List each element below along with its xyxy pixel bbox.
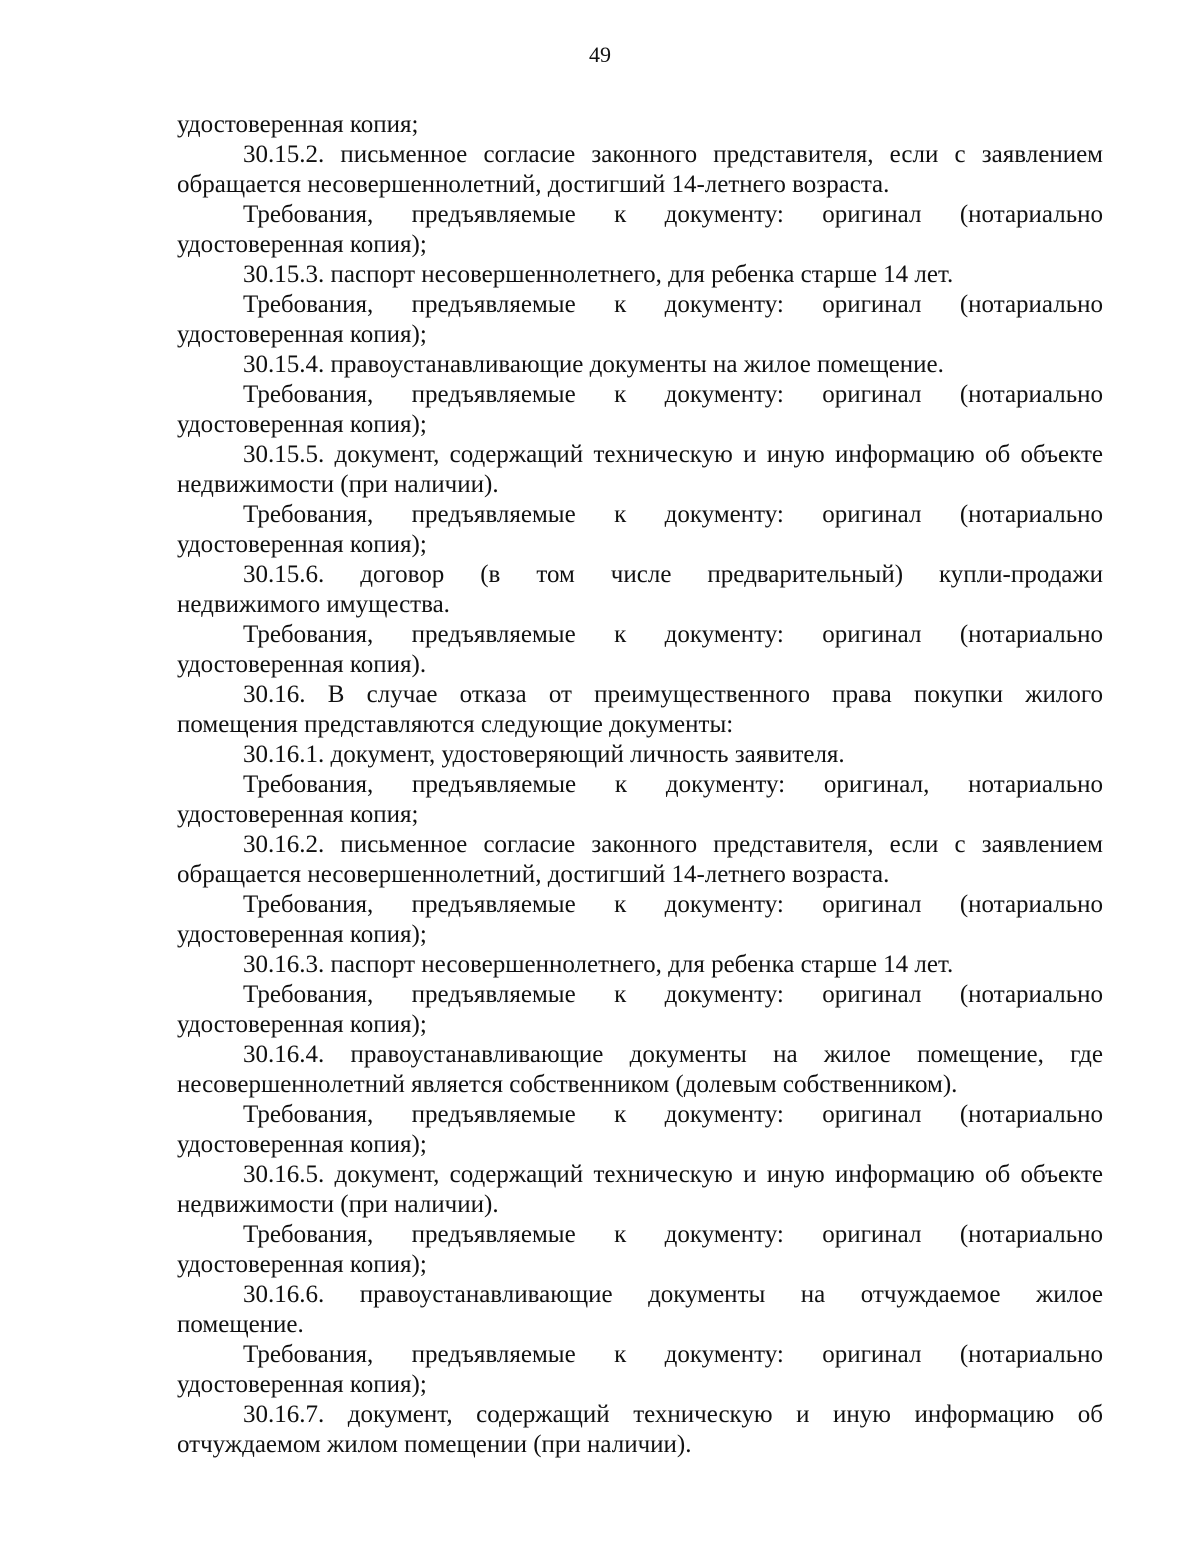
paragraph-continuation-line: недвижимости (при наличии). [177,1191,499,1218]
paragraph-first-line: 30.16.4. правоустанавливающие документы на жилое помещение, где [243,1041,1103,1068]
paragraph [177,950,1103,980]
paragraph [177,440,1103,500]
paragraph-first-line: 30.16.3. паспорт несовершеннолетнего, для ребенка старше 14 лет. [243,951,954,978]
paragraph-continuation-line: удостоверенная копия); [177,231,427,258]
paragraph-continuation-line: отчуждаемом жилом помещении (при наличии). [177,1431,692,1458]
paragraph-continuation-line: удостоверенная копия). [177,651,427,678]
paragraph-continuation-line: удостоверенная копия; [177,801,419,828]
paragraph-continuation-line: недвижимости (при наличии). [177,471,499,498]
paragraph-first-line: 30.16.7. документ, содержащий техническую и иную информацию об [243,1401,1103,1428]
paragraph [177,680,1103,740]
paragraph-continuation-line: помещение. [177,1311,304,1338]
paragraph [177,890,1103,950]
paragraph [177,140,1103,200]
paragraph-first-line: Требования, предъявляемые к документу: оригинал, нотариально [243,771,1103,798]
paragraph-first-line: 30.15.4. правоустанавливающие документы на жилое помещение. [243,351,944,378]
paragraph-first-line: Требования, предъявляемые к документу: оригинал (нотариально [243,291,1103,318]
page-number: 49 [589,42,611,67]
paragraph-first-line: Требования, предъявляемые к документу: оригинал (нотариально [243,981,1103,1008]
paragraph-first-line: Требования, предъявляемые к документу: оригинал (нотариально [243,381,1103,408]
paragraph [177,260,1103,290]
paragraph-continuation-line: несовершеннолетний является собственником (долевым собственником). [177,1071,958,1098]
paragraph-continuation-line: удостоверенная копия); [177,321,427,348]
paragraph-first-line: Требования, предъявляемые к документу: оригинал (нотариально [243,891,1103,918]
paragraph-continuation-line: удостоверенная копия); [177,1371,427,1398]
paragraph-continuation-line: недвижимого имущества. [177,591,450,618]
paragraph-continuation-line: удостоверенная копия); [177,1011,427,1038]
paragraph-first-line: 30.16.2. письменное согласие законного представителя, если с заявлением [243,831,1103,858]
paragraph [177,1040,1103,1100]
paragraph-first-line: Требования, предъявляемые к документу: оригинал (нотариально [243,501,1103,528]
paragraph-first-line: Требования, предъявляемые к документу: оригинал (нотариально [243,1101,1103,1128]
paragraph-continuation-line: помещения представляются следующие документы: [177,711,734,738]
paragraph-continuation-line: удостоверенная копия); [177,411,427,438]
paragraph-continuation-line: удостоверенная копия); [177,1251,427,1278]
paragraph-continuation-line: обращается несовершеннолетний, достигший 14-летнего возраста. [177,171,890,198]
paragraph [177,380,1103,440]
paragraph-continuation-line: удостоверенная копия); [177,921,427,948]
paragraph [177,290,1103,350]
paragraph [177,830,1103,890]
paragraph [177,1280,1103,1340]
paragraph [177,980,1103,1040]
paragraph-first-line: Требования, предъявляемые к документу: оригинал (нотариально [243,201,1103,228]
paragraph-first-line: 30.16.1. документ, удостоверяющий личность заявителя. [243,741,845,768]
paragraph-first-line: 30.15.3. паспорт несовершеннолетнего, для ребенка старше 14 лет. [243,261,954,288]
paragraph [177,560,1103,620]
paragraph-first-line: 30.16.6. правоустанавливающие документы на отчуждаемое жилое [243,1281,1103,1308]
paragraph [177,350,1103,380]
paragraph [177,1100,1103,1160]
paragraph-continuation-line: удостоверенная копия); [177,531,427,558]
paragraph [177,1160,1103,1220]
paragraph [177,500,1103,560]
paragraph [177,620,1103,680]
paragraph [177,740,1103,770]
paragraph-first-line: 30.15.6. договор (в том числе предварительный) купли-продажи [243,561,1103,588]
paragraph-continuation-line: обращается несовершеннолетний, достигший 14-летнего возраста. [177,861,890,888]
paragraph-first-line: Требования, предъявляемые к документу: оригинал (нотариально [243,621,1103,648]
paragraph [177,1400,1103,1460]
paragraph-first-line: 30.16.5. документ, содержащий техническую и иную информацию об объекте [243,1161,1103,1188]
paragraph-continuation-line: удостоверенная копия); [177,1131,427,1158]
paragraph [177,1340,1103,1400]
paragraph [177,200,1103,260]
paragraph-first-line: 30.15.2. письменное согласие законного представителя, если с заявлением [243,141,1103,168]
paragraph-first-line: Требования, предъявляемые к документу: оригинал (нотариально [243,1221,1103,1248]
paragraph-first-line: 30.15.5. документ, содержащий техническую и иную информацию об объекте [243,441,1103,468]
paragraph [177,1220,1103,1280]
paragraph [177,110,1103,140]
paragraph-first-line: Требования, предъявляемые к документу: оригинал (нотариально [243,1341,1103,1368]
document-body [177,110,1103,1460]
paragraph-continuation-line: удостоверенная копия; [177,111,419,138]
paragraph-first-line: 30.16. В случае отказа от преимущественного права покупки жилого [243,681,1103,708]
paragraph [177,770,1103,830]
